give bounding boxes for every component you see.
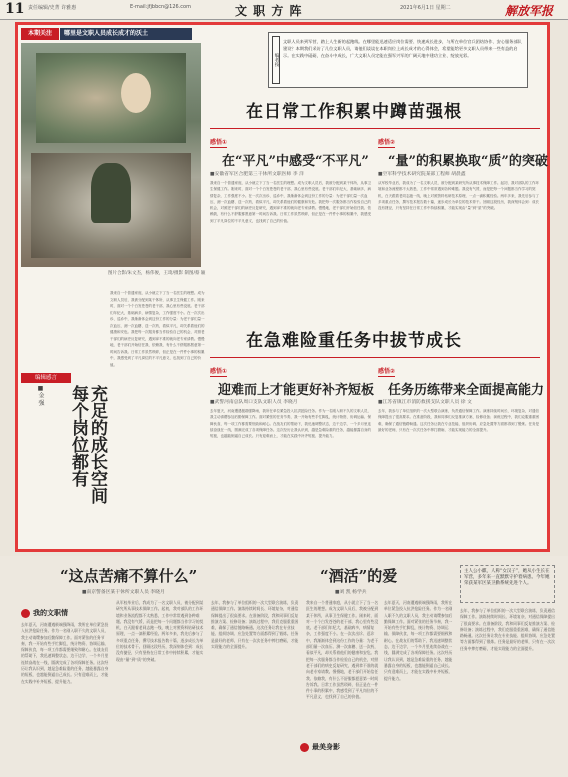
section-2-title: 在急难险重任务中拔节成长 xyxy=(246,331,462,351)
bottom-mid-title: “酒活”的爱 xyxy=(320,567,398,585)
newspaper-logo: 解放军报 xyxy=(505,4,554,18)
edition-editors: 责任编辑/史菁 许雅惠 xyxy=(28,5,77,11)
article-3-byline: ■武警河南总队周口支队文职人员 李晓月 xyxy=(210,400,298,405)
badge-left xyxy=(21,608,68,618)
section-1-title: 在日常工作积累中蹲苗强根 xyxy=(246,102,462,122)
article-4-label: 感悟② xyxy=(378,368,396,375)
header-rule xyxy=(0,19,568,20)
article-3-title: 迎难而上才能更好补齐短板 xyxy=(218,383,375,398)
side-body: 我来自一个普通家庭，从小就立下了当一名医生的理想。成为文职人员后，我被分配到某干休所，从事卫生保健工作。刚来时，面对一个个白发苍苍的老干部，我心里有些没底。老干部们年纪大，基础病多，病情复杂，工作强度不小。在一次次出诊、巡诊中，我渐渐体会到这份工作的分量：为老干部们量一次血压、测一次血糖、送一次药，看似平凡，却关系着他们的健康和安危。我把每一次服务都当作检验自己的机会，对照老干部们的病史反复研究，遇到拿不准的就向老专家请教。慢慢地，老干部们开始信任我、依赖我，有什么不舒服都愿意第一时间告诉我。日常工作虽然琐碎，但正是在一件件小事的积累中，我感受到了平凡岗位的不平凡意义，也找到了自己的价值。 xyxy=(110,291,205,367)
side-tag: 编辑感言 xyxy=(21,373,71,383)
side-title: 充足的成长空间每个岗位都有 xyxy=(68,385,107,504)
bottom-col-5: 去年夏天，河南遭遇极端强降雨，我所在单位紧急投入抗洪抢险任务。作为一名刚入职不久的文职人员，我主动请缨参加后勤保障工作。面对紧张的任务节奏，我一开始有些手忙脚乱，统计物资、协调运输、保障伙食，每一项工作都需要细致和耐心。在战友们的帮助下，我迅速调整状态，边干边学，一个多月里连续奋战在一线，圆满完成了各项保障任务。这次经历让我认识到，越是急难险重的任务，越能暴露自身的短板，也越能倒逼自己成长。只有迎难而上，才能在实践中补齐短板、提升能力。 xyxy=(384,600,453,681)
focus-tag: 本期关注 xyxy=(21,28,59,40)
feature-photo xyxy=(21,43,201,267)
article-1-label: 感悟① xyxy=(210,139,228,146)
article-1-title: 在“平凡”中感受“不平凡” xyxy=(222,154,369,169)
article-4-body: 去年，我参与了单位组织的一次大型联合演练，负责通信保障工作。演练持续时间长、环境复杂，对通信保障提出了很高要求。在准备阶段，我和同事们反复推演方案、检修设备；演练过程中，我们克服重重困难，确保了通信链路畅通。这次任务让我在专业技能、组织协调、应急处置等方面都得到了锻炼。任务是最好的老师，只有在一次次任务中摔打磨砺，才能实现能力的全面提升。 xyxy=(378,409,539,432)
article-2-byline: ■空军科学技术研究院某部工程师 胡晨鑫 xyxy=(378,172,466,177)
badge-right xyxy=(300,742,340,752)
badge-right-label: 最美身影 xyxy=(312,743,340,751)
article-2-label: 感悟② xyxy=(378,139,396,146)
article-4-byline: ■江苏省镇江市消防救援支队文职人员 徐 文 xyxy=(378,400,472,405)
section-1-rule xyxy=(210,128,540,129)
article-1-byline: ■安徽省军区合肥第三干休所文职医师 李 洋 xyxy=(210,172,304,177)
bottom-col-3: 去年，我参与了单位组织的一次大型联合演练，负责通信保障工作。演练持续时间长、环境复杂，对通信保障提出了很高要求。在准备阶段，我和同事们反复推演方案、检修设备；演练过程中，我们克服重重困难，确保了通信链路畅通。这次任务让我在专业技能、组织协调、应急处置等方面都得到了锻炼。任务是最好的老师，只有在一次次任务中摔打磨砺，才能实现能力的全面提升。 xyxy=(211,600,299,650)
bottom-mid-byline: ■刘 凯 杨学兵 xyxy=(335,590,367,595)
article-3-label: 感悟① xyxy=(210,368,228,375)
side-author: ■金 强 xyxy=(37,385,44,406)
editor-note-label: 编者按 xyxy=(272,36,280,84)
section-title: 文 职 方 阵 xyxy=(235,4,303,18)
bottom-profile-box: 主人公小麒，人称“女汉子”，她从小生长在军营，多年来一直默默守护着病患。今年她荣获某军区某卫勤系统先进个人。 xyxy=(460,565,555,603)
focus-title: 哪里是文职人员成长成才的沃土 xyxy=(60,28,192,40)
bottom-left-title: “这点苦痛不算什么” xyxy=(60,567,198,585)
article-2-body: 从军校毕业后，我成为了一名文职人员，被分配到某研究所从事技术保障工作。起初，我对部队的工作环境和业务流程都不太熟悉，工作中常常遇到各种难题。我没有气馁，而是把每一个问题都当作学习的契机，白天跟着老同志跑一线，晚上对照资料钻研技术原理，一点一滴积累经验。两年多来，我先后参与了多项重点任务，撰写技术报告数十篇，逐步成长为单位的技术骨干。回顾这段经历，我深刻体会到：成长没有捷径，只有坚持在日常工作中持续积累，才能实现由“量”到“质”的突破。 xyxy=(378,181,539,211)
badge-dot-icon xyxy=(300,743,309,752)
editor-note xyxy=(268,32,528,88)
edition-email: E-mail:jfjbbcn@126.com xyxy=(130,4,191,10)
bottom-col-2: 从军校毕业后，我成为了一名文职人员，被分配到某研究所从事技术保障工作。起初，我对部队的工作环境和业务流程都不太熟悉，工作中常常遇到各种难题。我没有气馁，而是把每一个问题都当作学习的契机，白天跟着老同志跑一线，晚上对照资料钻研技术原理，一点一滴积累经验。两年多来，我先后参与了多项重点任务，撰写技术报告数十篇，逐步成长为单位的技术骨干。回顾这段经历，我深刻体会到：成长没有捷径，只有坚持在日常工作中持续积累，才能实现由“量”到“质”的突破。 xyxy=(116,600,204,662)
bottom-left-byline: ■南京警备区某干休所文职人员 李晓月 xyxy=(82,590,165,595)
article-1-body: 我来自一个普通家庭，从小就立下了当一名医生的理想。成为文职人员后，我被分配到某干休所，从事卫生保健工作。刚来时，面对一个个白发苍苍的老干部，我心里有些没底。老干部们年纪大，基础病多，病情复杂，工作强度不小。在一次次出诊、巡诊中，我渐渐体会到这份工作的分量：为老干部们量一次血压、测一次血糖、送一次药，看似平凡，却关系着他们的健康和安危。我把每一次服务都当作检验自己的机会，对照老干部们的病史反复研究，遇到拿不准的就向老专家请教。慢慢地，老干部们开始信任我、依赖我，有什么不舒服都愿意第一时间告诉我。日常工作虽然琐碎，但正是在一件件小事的积累中，我感受到了平凡岗位的不平凡意义，也找到了自己的价值。 xyxy=(210,181,371,223)
page-header xyxy=(0,0,568,20)
edition-date: 2021年6月1日 星期二 xyxy=(400,5,451,11)
article-4-title: 任务历练带来全面提高能力 xyxy=(388,383,545,398)
badge-left-label: 我的文职情 xyxy=(33,609,68,617)
section-2-rule xyxy=(210,357,540,358)
bottom-col-1: 去年夏天，河南遭遇极端强降雨，我所在单位紧急投入抗洪抢险任务。作为一名刚入职不久的文职人员，我主动请缨参加后勤保障工作。面对紧张的任务节奏，我一开始有些手忙脚乱，统计物资、协调运输、保障伙食，每一项工作都需要细致和耐心。在战友们的帮助下，我迅速调整状态，边干边学，一个多月里连续奋战在一线，圆满完成了各项保障任务。这次经历让我认识到，越是急难险重的任务，越能暴露自身的短板，也越能倒逼自己成长。只有迎难而上，才能在实践中补齐短板、提升能力。 xyxy=(21,622,109,684)
badge-dot-icon xyxy=(21,609,30,618)
photo-figure xyxy=(91,163,131,223)
bottom-col-6: 去年，我参与了单位组织的一次大型联合演练，负责通信保障工作。演练持续时间长、环境复杂，对通信保障提出了很高要求。在准备阶段，我和同事们反复推演方案、检修设备；演练过程中，我们克服重重困难，确保了通信链路畅通。这次任务让我在专业技能、组织协调、应急处置等方面都得到了锻炼。任务是最好的老师，只有在一次次任务中摔打磨砺，才能实现能力的全面提升。 xyxy=(460,608,555,651)
photo-face xyxy=(121,73,151,113)
article-2-title: “量”的积累换取“质”的突破 xyxy=(388,154,548,169)
bottom-col-4: 我来自一个普通家庭，从小就立下了当一名医生的理想。成为文职人员后，我被分配到某干休所，从事卫生保健工作。刚来时，面对一个个白发苍苍的老干部，我心里有些没底。老干部们年纪大，基础病多，病情复杂，工作强度不小。在一次次出诊、巡诊中，我渐渐体会到这份工作的分量：为老干部们量一次血压、测一次血糖、送一次药，看似平凡，却关系着他们的健康和安危。我把每一次服务都当作检验自己的机会，对照老干部们的病史反复研究，遇到拿不准的就向老专家请教。慢慢地，老干部们开始信任我、依赖我，有什么不舒服都愿意第一时间告诉我。日常工作虽然琐碎，但正是在一件件小事的积累中，我感受到了平凡岗位的不平凡意义，也找到了自己的价值。 xyxy=(306,600,379,700)
page-number: 11 xyxy=(5,1,25,17)
editor-note-text: 文职人员来到军营，踏上人生新的起跑线。在哪里能迅速适应岗位需要、快速成长进步，与所在单位官兵团结协作、安心服务部队建设？本期我们采访了几位文职人员，请他们谈谈在本职岗位上成长成才的心得体会，希望能给更多文职人员带来一些有益的启示。在实践中砥砺，在奋斗中成长，广大文职人员定能在强军兴军的广阔天地中建功立业、绽放光彩。 xyxy=(283,39,522,58)
photo-top xyxy=(36,53,186,143)
photo-caption: 图片合影/朱文杰，杨伟俊，王琦/摄影 制图/蔡 颖 xyxy=(108,271,206,276)
article-3-body: 去年夏天，河南遭遇极端强降雨，我所在单位紧急投入抗洪抢险任务。作为一名刚入职不久的文职人员，我主动请缨参加后勤保障工作。面对紧张的任务节奏，我一开始有些手忙脚乱，统计物资、协调运输、保障伙食，每一项工作都需要细致和耐心。在战友们的帮助下，我迅速调整状态，边干边学，一个多月里连续奋战在一线，圆满完成了各项保障任务。这次经历让我认识到，越是急难险重的任务，越能暴露自身的短板，也越能倒逼自己成长。只有迎难而上，才能在实践中补齐短板、提升能力。 xyxy=(210,409,371,439)
